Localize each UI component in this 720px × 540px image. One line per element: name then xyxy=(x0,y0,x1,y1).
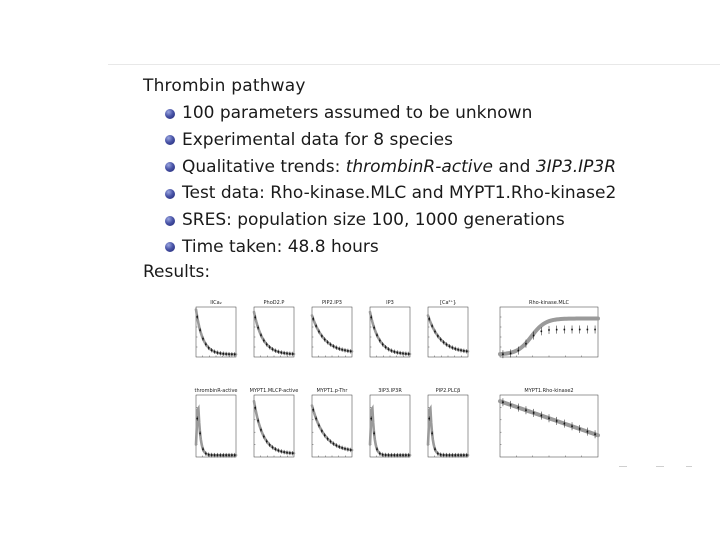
model-curve xyxy=(370,312,410,354)
data-point xyxy=(548,329,550,331)
data-point xyxy=(228,454,230,456)
data-point xyxy=(330,344,332,346)
data-point xyxy=(449,345,451,347)
data-point xyxy=(321,335,323,337)
model-curve xyxy=(370,409,410,456)
data-point xyxy=(525,409,527,411)
data-point xyxy=(275,350,277,352)
footer-mark xyxy=(619,466,627,467)
data-point xyxy=(234,454,236,456)
model-curve xyxy=(196,310,236,355)
data-point xyxy=(525,343,527,345)
panel-title: thrombinR-active xyxy=(194,388,238,394)
model-curve xyxy=(196,409,236,456)
data-point xyxy=(286,452,288,454)
data-point xyxy=(327,341,329,343)
result-panel xyxy=(194,388,237,457)
data-point xyxy=(269,346,271,348)
data-point xyxy=(379,453,381,455)
data-point xyxy=(338,446,340,448)
data-point xyxy=(373,327,375,329)
data-point xyxy=(289,452,291,454)
data-point xyxy=(463,350,465,352)
data-point xyxy=(370,418,372,420)
data-point xyxy=(214,351,216,353)
panel-frame xyxy=(196,307,236,357)
slide-title: Thrombin pathway xyxy=(143,76,306,96)
data-point xyxy=(402,353,404,355)
results-label: Results: xyxy=(143,262,211,282)
data-point xyxy=(440,454,442,456)
data-point xyxy=(443,454,445,456)
panel-title: MYPT1.p-Thr xyxy=(316,388,348,394)
data-point xyxy=(205,343,207,345)
data-point xyxy=(315,325,317,327)
data-point xyxy=(330,441,332,443)
data-point xyxy=(388,454,390,456)
data-point xyxy=(454,348,456,350)
data-point xyxy=(564,423,566,425)
bullet-text: Time taken: 48.8 hours xyxy=(182,236,379,257)
data-point xyxy=(579,329,581,331)
data-point xyxy=(446,344,448,346)
data-point xyxy=(208,347,210,349)
panel-title: [Ca²⁺]ᵢ xyxy=(440,300,456,306)
result-panel xyxy=(196,300,236,357)
data-point xyxy=(263,436,265,438)
data-point xyxy=(333,443,335,445)
data-point xyxy=(199,433,201,435)
model-curve xyxy=(312,406,352,451)
data-point xyxy=(263,340,265,342)
data-point xyxy=(214,454,216,456)
data-point xyxy=(289,353,291,355)
bullet-text: and xyxy=(493,156,536,177)
data-point xyxy=(587,329,589,331)
data-point xyxy=(211,349,213,351)
panel-title: IP3 xyxy=(386,300,394,306)
data-point xyxy=(452,454,454,456)
result-panel xyxy=(428,300,468,357)
data-point xyxy=(257,420,259,422)
bullet-text: Experimental data for 8 species xyxy=(182,129,453,150)
data-point xyxy=(394,351,396,353)
data-point xyxy=(321,430,323,432)
model-curve xyxy=(254,312,294,354)
data-point xyxy=(594,433,596,435)
data-point xyxy=(594,329,596,331)
result-panel xyxy=(254,300,294,357)
data-point xyxy=(196,316,198,318)
data-point xyxy=(217,454,219,456)
data-point xyxy=(254,407,256,409)
data-point xyxy=(434,331,436,333)
data-point xyxy=(408,454,410,456)
footer-mark xyxy=(686,466,692,467)
data-point xyxy=(517,407,519,409)
data-point xyxy=(205,453,207,455)
data-point xyxy=(280,352,282,354)
data-point xyxy=(434,448,436,450)
data-point xyxy=(324,339,326,341)
data-point xyxy=(502,353,504,355)
bullet-emphasis: thrombinR-active xyxy=(345,156,494,177)
data-point xyxy=(196,418,198,420)
data-point xyxy=(225,353,227,355)
panel-title: PhoD2.P xyxy=(263,300,285,306)
result-panel xyxy=(428,388,468,457)
data-point xyxy=(402,454,404,456)
data-point xyxy=(394,454,396,456)
data-point xyxy=(347,449,349,451)
data-point xyxy=(457,349,459,351)
data-point xyxy=(228,353,230,355)
model-curve xyxy=(254,401,294,453)
data-point xyxy=(220,353,222,355)
data-point xyxy=(556,420,558,422)
panel-title: MYPT1.MLCP-active xyxy=(249,388,299,394)
data-point xyxy=(517,350,519,352)
footer-mark xyxy=(656,466,664,467)
result-panel xyxy=(370,300,410,357)
data-point xyxy=(510,353,512,355)
data-point xyxy=(541,331,543,333)
data-point xyxy=(312,318,314,320)
data-point xyxy=(437,453,439,455)
data-point xyxy=(202,448,204,450)
data-point xyxy=(579,428,581,430)
panel-title: PIP2.IP3 xyxy=(322,300,342,306)
result-panel xyxy=(500,388,598,457)
data-point xyxy=(292,452,294,454)
data-point xyxy=(278,351,280,353)
data-point xyxy=(341,447,343,449)
data-point xyxy=(533,412,535,414)
data-point xyxy=(333,345,335,347)
data-point xyxy=(541,415,543,417)
data-point xyxy=(220,454,222,456)
data-point xyxy=(217,352,219,354)
data-point xyxy=(457,454,459,456)
data-point xyxy=(338,348,340,350)
data-point xyxy=(234,354,236,356)
data-point xyxy=(376,448,378,450)
data-point xyxy=(452,347,454,349)
data-point xyxy=(269,444,271,446)
data-point xyxy=(266,441,268,443)
data-point xyxy=(388,348,390,350)
data-point xyxy=(379,340,381,342)
data-point xyxy=(571,425,573,427)
data-point xyxy=(460,350,462,352)
data-point xyxy=(292,353,294,355)
data-point xyxy=(437,335,439,337)
data-point xyxy=(312,409,314,411)
data-point xyxy=(440,339,442,341)
data-point xyxy=(556,329,558,331)
data-point xyxy=(257,327,259,329)
data-point xyxy=(225,454,227,456)
data-point xyxy=(222,454,224,456)
model-curve xyxy=(428,316,468,352)
data-point xyxy=(385,454,387,456)
data-point xyxy=(431,325,433,327)
data-point xyxy=(466,454,468,456)
result-panel xyxy=(250,388,299,457)
data-point xyxy=(428,318,430,320)
data-point xyxy=(286,353,288,355)
data-point xyxy=(396,352,398,354)
data-point xyxy=(408,353,410,355)
data-point xyxy=(266,344,268,346)
data-point xyxy=(454,454,456,456)
data-point xyxy=(510,404,512,406)
data-point xyxy=(278,450,280,452)
data-point xyxy=(327,438,329,440)
data-point xyxy=(260,429,262,431)
data-point xyxy=(344,350,346,352)
bullet-text: 100 parameters assumed to be unknown xyxy=(182,103,533,123)
data-point xyxy=(350,449,352,451)
data-point xyxy=(315,418,317,420)
data-point xyxy=(350,351,352,353)
data-point xyxy=(324,434,326,436)
result-panel xyxy=(312,300,352,357)
model-curve xyxy=(312,316,352,352)
data-point xyxy=(202,338,204,340)
data-point xyxy=(373,433,375,435)
data-point xyxy=(344,448,346,450)
panel-title: 3IP3.IP3R xyxy=(378,388,402,394)
data-point xyxy=(336,445,338,447)
data-point xyxy=(382,454,384,456)
data-point xyxy=(341,349,343,351)
data-point xyxy=(463,454,465,456)
model-curve xyxy=(428,409,468,456)
data-point xyxy=(564,329,566,331)
data-point xyxy=(391,454,393,456)
bullet-text: Test data: Rho-kinase.MLC and MYPT1.Rho-kinase2 xyxy=(182,183,617,204)
data-point xyxy=(382,344,384,346)
result-panel xyxy=(500,300,598,358)
panel-title: IICa₂ xyxy=(210,300,222,306)
data-point xyxy=(370,317,372,319)
data-point xyxy=(283,352,285,354)
data-point xyxy=(347,350,349,352)
panel-title: Rho-kinase.MLC xyxy=(529,300,569,306)
data-point xyxy=(318,331,320,333)
data-point xyxy=(460,454,462,456)
data-point xyxy=(222,353,224,355)
data-point xyxy=(587,431,589,433)
data-point xyxy=(502,401,504,403)
data-point xyxy=(231,454,233,456)
data-point xyxy=(260,334,262,336)
model-curve xyxy=(500,319,598,355)
bullet-text: SRES: population size 100, 1000 generations xyxy=(182,210,565,231)
data-point xyxy=(428,418,430,420)
data-point xyxy=(199,329,201,331)
data-point xyxy=(399,352,401,354)
data-point xyxy=(318,425,320,427)
data-point xyxy=(275,448,277,450)
data-point xyxy=(431,433,433,435)
result-panel xyxy=(370,388,410,457)
data-point xyxy=(254,317,256,319)
data-point xyxy=(283,451,285,453)
panel-title: MYPT1.Rho-kinase2 xyxy=(524,388,574,394)
data-point xyxy=(211,454,213,456)
data-point xyxy=(272,447,274,449)
data-point xyxy=(385,346,387,348)
data-point xyxy=(396,454,398,456)
data-point xyxy=(376,334,378,336)
bullet-emphasis: 3IP3.IP3R xyxy=(535,156,617,177)
data-point xyxy=(548,417,550,419)
data-point xyxy=(533,335,535,337)
data-point xyxy=(405,353,407,355)
data-point xyxy=(231,353,233,355)
data-point xyxy=(446,454,448,456)
bullet-text: Qualitative trends: xyxy=(182,156,346,177)
data-point xyxy=(466,351,468,353)
data-point xyxy=(336,347,338,349)
result-panel xyxy=(312,388,352,457)
data-point xyxy=(272,348,274,350)
panel-title: PIP2.PLCβ xyxy=(435,388,461,394)
data-point xyxy=(391,350,393,352)
data-point xyxy=(449,454,451,456)
data-point xyxy=(399,454,401,456)
data-point xyxy=(571,329,573,331)
data-point xyxy=(443,341,445,343)
data-point xyxy=(280,451,282,453)
data-point xyxy=(405,454,407,456)
data-point xyxy=(208,454,210,456)
